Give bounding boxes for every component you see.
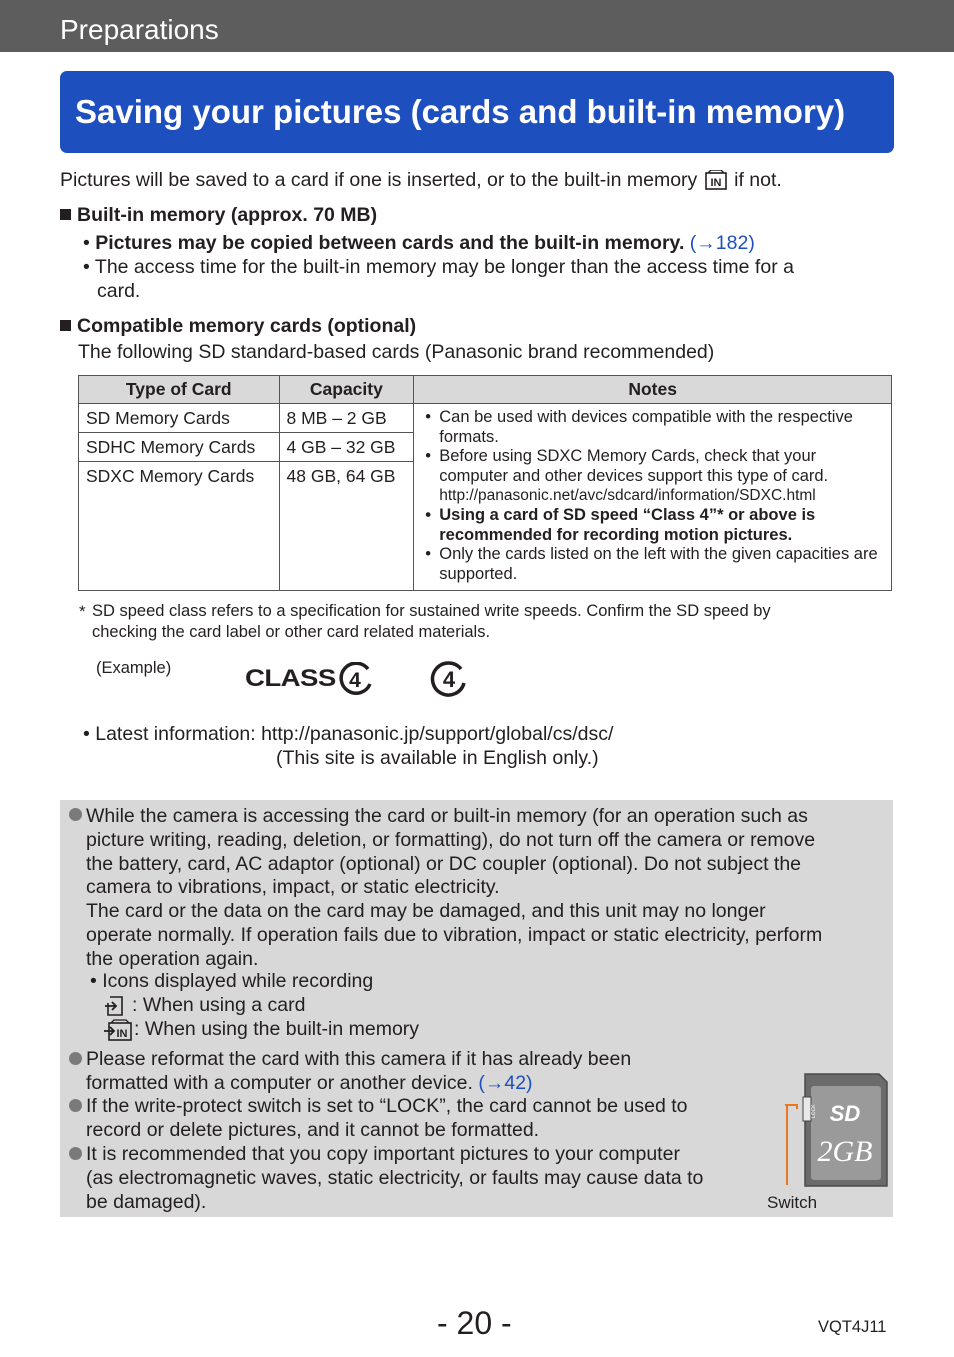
page-ref-link-42[interactable]: (→42) [478, 1071, 533, 1094]
latest-info-line: • Latest information: http://panasonic.jp/support/global/cs/dsc/ [83, 723, 614, 745]
bullet-dot-icon [69, 1147, 82, 1160]
svg-text:4: 4 [442, 667, 456, 692]
svg-text:LOCK: LOCK [811, 1104, 817, 1118]
svg-text:IN: IN [710, 177, 722, 189]
builtin-heading: Built-in memory (approx. 70 MB) [60, 203, 377, 227]
switch-label: Switch [767, 1193, 818, 1212]
intro-text-end: if not. [734, 169, 782, 191]
compatible-heading: Compatible memory cards (optional) [60, 314, 416, 338]
compatible-subtext: The following SD standard-based cards (Panasonic brand recommended) [78, 341, 715, 363]
card-compatibility-table [78, 375, 892, 591]
latest-info-note: (This site is available in English only.) [276, 747, 599, 769]
section-title: Preparations [60, 14, 219, 45]
capacity-cell: 4 GB – 32 GB [279, 433, 414, 462]
builtin-bullet-2-cont: card. [97, 280, 141, 302]
memory-record-icon [104, 1019, 132, 1041]
svg-text:IN: IN [116, 1027, 128, 1040]
note-item: • Before using SDXC Memory Cards, check that your computer and other devices support this type of card. http://panasonic.net/avc/sdcard/information/SDXC.html [421, 447, 884, 506]
card-type-cell: SDXC Memory Cards [79, 462, 280, 591]
footnote-line-2: checking the card label or other card related materials. [92, 623, 491, 641]
builtin-bullet-1: • Pictures may be copied between cards and the built-in memory. (→182) [83, 232, 755, 254]
card-type-cell: SD Memory Cards [79, 404, 280, 433]
notes-paragraph-3: If the write-protect switch is set to “LOCK”, the card cannot be used to record or delete pictures, and it cannot be formatted. [86, 1095, 688, 1141]
notes-paragraph-2: Please reformat the card with this camera if it has already been formatted with a computer or another device. (→42) [86, 1048, 632, 1094]
capacity-cell: 8 MB – 2 GB [279, 404, 414, 433]
square-bullet-icon [60, 209, 71, 220]
sd-card-icon [775, 1073, 890, 1188]
built-in-memory-icon [705, 170, 727, 190]
note-item-bold: • Using a card of SD speed “Class 4”* or above is recommended for recording motion pictures. [421, 506, 884, 545]
svg-text:2GB: 2GB [817, 1135, 873, 1168]
class4-symbol-icon [430, 660, 468, 698]
sdxc-url: http://panasonic.net/avc/sdcard/information/SDXC.html [439, 487, 816, 505]
icons-heading: • Icons displayed while recording [90, 970, 374, 992]
note-item: • Only the cards listed on the left with the given capacities are supported. [421, 545, 884, 584]
class4-logo [245, 662, 374, 696]
footnote-line-1: SD speed class refers to a specification for sustained write speeds. Confirm the SD speed by [92, 602, 771, 620]
col-header-type: Type of Card [79, 376, 280, 404]
page-number: - 20 - [437, 1305, 512, 1341]
page-title: Saving your pictures (cards and built-in memory) [75, 93, 846, 130]
intro-text: Pictures will be saved to a card if one is inserted, or to the built-in memory [60, 169, 698, 191]
footnote-mark: * [79, 602, 86, 621]
col-header-capacity: Capacity [279, 376, 414, 404]
class-logo-text: CLASS [245, 665, 336, 692]
notes-paragraph-4: It is recommended that you copy important pictures to your computer (as electromagnetic waves, static electricity, or faults may cause data to be damaged). [86, 1143, 704, 1213]
page-ref-link-182[interactable]: (→182) [689, 232, 755, 254]
bullet-dot-icon [69, 1052, 82, 1065]
example-label: (Example) [96, 659, 172, 677]
table-header-row [79, 376, 892, 404]
bullet-dot-icon [69, 1099, 82, 1112]
sd-card-illustration [775, 1073, 890, 1193]
notes-paragraph-1: While the camera is accessing the card or built-in memory (for an operation such as picture writing, reading, deletion, or formatting), do not turn off the camera or remove the battery, card, AC adaptor (optional) or DC coupler (optional). Do not subject the camera to vibrations, impact, or static electricity. The card or the data on the card may be damaged, and this unit may no longer operate normally. If operation fails due to vibration, impact or static electricity, perform the operation again. [86, 805, 823, 970]
bullet-dot-icon [69, 808, 82, 821]
table-row [79, 404, 892, 433]
capacity-cell: 48 GB, 64 GB [279, 462, 414, 591]
class4-circle-icon [338, 662, 374, 696]
square-bullet-icon [60, 320, 71, 331]
icon-card-row: : When using a card [104, 994, 305, 1018]
card-type-cell: SDHC Memory Cards [79, 433, 280, 462]
class4-symbol [430, 660, 468, 703]
note-item: • Can be used with devices compatible with the respective formats. [421, 408, 884, 447]
document-code: VQT4J11 [818, 1318, 887, 1336]
svg-text:4: 4 [349, 669, 361, 692]
svg-text:SD: SD [829, 1101, 861, 1126]
icon-memory-row: IN : When using the built-in memory [104, 1018, 419, 1042]
intro-paragraph [60, 168, 782, 192]
builtin-bullet-2: • The access time for the built-in memory may be longer than the access time for a [83, 256, 794, 278]
col-header-notes: Notes [414, 376, 892, 404]
notes-cell [414, 404, 892, 591]
card-record-icon [104, 995, 126, 1017]
